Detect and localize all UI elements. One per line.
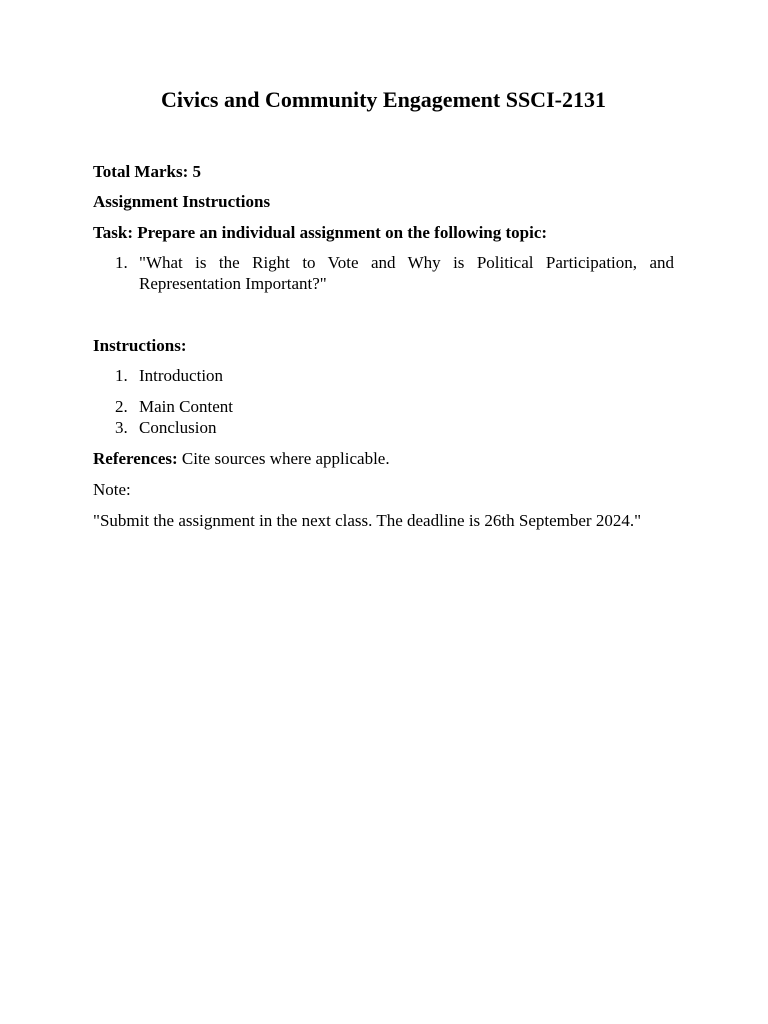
references-line	[93, 448, 674, 469]
instructions-list	[93, 365, 674, 438]
references-text: Cite sources where applicable.	[177, 449, 390, 468]
instructions-heading: Instructions:	[93, 336, 187, 355]
list-item	[93, 252, 674, 294]
instruction-text: Introduction	[139, 366, 224, 385]
instruction-text: Conclusion	[139, 418, 217, 437]
list-number: 3.	[115, 418, 128, 437]
list-number: 1.	[115, 366, 128, 385]
note-label: Note:	[93, 480, 131, 499]
list-number: 2.	[115, 397, 128, 416]
list-item	[93, 396, 674, 417]
list-item	[93, 417, 674, 438]
note-text: "Submit the assignment in the next class. The deadline is 26th September 2024."	[93, 511, 642, 530]
total-marks: Total Marks: 5	[93, 162, 201, 181]
topic-list	[93, 252, 674, 294]
document-title: Civics and Community Engagement SSCI-2131	[161, 87, 606, 112]
instruction-text: Main Content	[139, 397, 233, 416]
references-label: References:	[93, 449, 178, 468]
list-item	[93, 365, 674, 386]
assignment-heading: Assignment Instructions	[93, 192, 271, 211]
topic-text: "What is the Right to Vote and Why is Political Participation, and Representation Important?"	[139, 253, 674, 293]
list-number: 1.	[115, 253, 128, 272]
task-statement: Task: Prepare an individual assignment on the following topic:	[93, 223, 548, 242]
